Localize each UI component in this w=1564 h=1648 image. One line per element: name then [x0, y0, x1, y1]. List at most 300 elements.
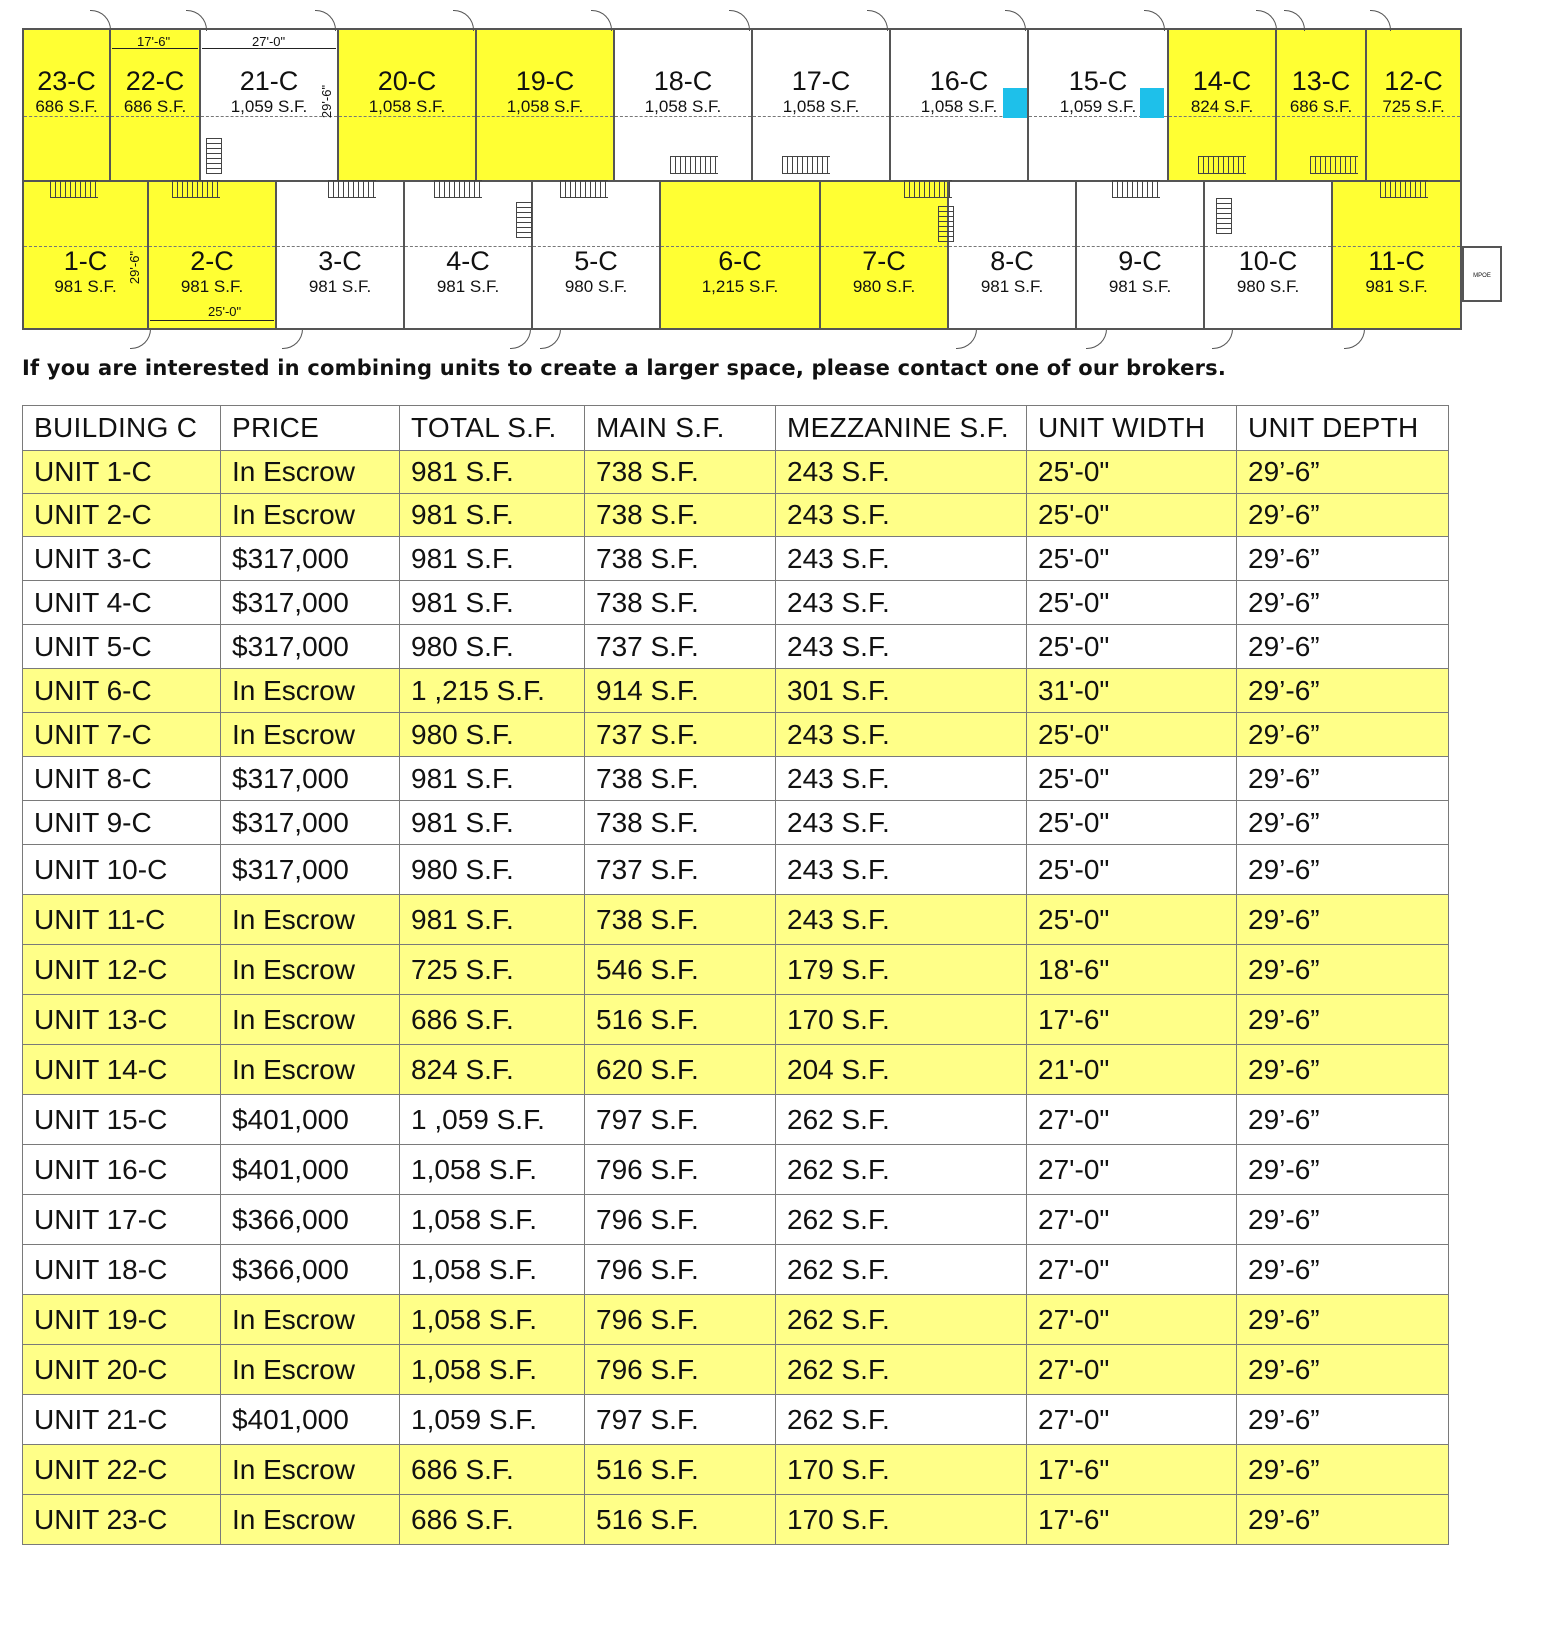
- table-cell: 796 S.F.: [585, 1295, 776, 1345]
- table-row: [23, 1395, 1449, 1445]
- table-cell: 31'-0": [1027, 669, 1237, 713]
- unit-label: 14-C: [1192, 66, 1252, 96]
- table-cell: 262 S.F.: [776, 1395, 1027, 1445]
- unit-sf: 1,059 S.F.: [1059, 97, 1137, 116]
- unit-15c[interactable]: [1027, 28, 1169, 182]
- table-cell: 686 S.F.: [400, 1495, 585, 1545]
- unit-label: 7-C: [862, 246, 906, 276]
- table-cell: 25'-0": [1027, 451, 1237, 494]
- unit-sf: 981 S.F.: [180, 277, 244, 296]
- stair-icon: [560, 180, 608, 198]
- table-cell: 1,058 S.F.: [400, 1345, 585, 1395]
- header-unit-depth: UNIT DEPTH: [1237, 406, 1449, 451]
- unit-sf: 1,058 S.F.: [920, 97, 998, 116]
- table-cell: UNIT 14-C: [23, 1045, 221, 1095]
- table-cell: 738 S.F.: [585, 895, 776, 945]
- stair-icon: [1380, 180, 1428, 198]
- table-cell: 243 S.F.: [776, 757, 1027, 801]
- door-icon: [186, 10, 207, 31]
- table-row: [23, 1495, 1449, 1545]
- stair-icon: [516, 202, 532, 238]
- table-cell: 738 S.F.: [585, 801, 776, 845]
- door-icon: [1005, 10, 1026, 31]
- unit-22c[interactable]: [109, 28, 201, 182]
- unit-sf: 981 S.F.: [54, 277, 117, 296]
- table-cell: UNIT 4-C: [23, 581, 221, 625]
- table-cell: 27'-0": [1027, 1245, 1237, 1295]
- unit-8c[interactable]: [947, 180, 1077, 330]
- dimension-label: 29'-6": [319, 84, 335, 119]
- table-cell: 29’-6”: [1237, 945, 1449, 995]
- table-cell: UNIT 18-C: [23, 1245, 221, 1295]
- table-cell: 29’-6”: [1237, 895, 1449, 945]
- table-header-row: [23, 406, 1449, 451]
- table-cell: $317,000: [221, 801, 400, 845]
- combine-units-note: If you are interested in combining units to create a larger space, please contact one of our brokers.: [22, 356, 1227, 380]
- door-icon: [1256, 10, 1277, 31]
- table-cell: $401,000: [221, 1395, 400, 1445]
- dimension-line: [202, 48, 336, 49]
- table-cell: 796 S.F.: [585, 1245, 776, 1295]
- table-cell: 29’-6”: [1237, 625, 1449, 669]
- table-cell: UNIT 5-C: [23, 625, 221, 669]
- unit-label: 8-C: [990, 246, 1034, 276]
- door-icon: [956, 328, 977, 349]
- table-cell: 29’-6”: [1237, 801, 1449, 845]
- stair-icon: [904, 180, 952, 198]
- stair-icon: [782, 156, 830, 174]
- stair-icon: [50, 180, 98, 198]
- unit-label: 6-C: [718, 246, 762, 276]
- unit-label: 17-C: [791, 66, 851, 96]
- table-cell: 29’-6”: [1237, 845, 1449, 895]
- table-cell: 262 S.F.: [776, 1295, 1027, 1345]
- table-cell: 981 S.F.: [400, 537, 585, 581]
- table-cell: $366,000: [221, 1245, 400, 1295]
- unit-4c[interactable]: [403, 180, 533, 330]
- table-cell: 27'-0": [1027, 1345, 1237, 1395]
- table-cell: $317,000: [221, 757, 400, 801]
- table-row: [23, 625, 1449, 669]
- table-cell: 516 S.F.: [585, 995, 776, 1045]
- stair-icon: [206, 138, 222, 174]
- unit-sf: 824 S.F.: [1190, 97, 1254, 116]
- unit-label: 2-C: [190, 246, 234, 276]
- unit-sf: 686 S.F.: [1289, 97, 1353, 116]
- table-cell: UNIT 7-C: [23, 713, 221, 757]
- unit-label: 20-C: [377, 66, 437, 96]
- table-cell: 25'-0": [1027, 494, 1237, 537]
- unit-sf: 980 S.F.: [564, 277, 628, 296]
- table-cell: UNIT 17-C: [23, 1195, 221, 1245]
- table-cell: UNIT 11-C: [23, 895, 221, 945]
- table-row: [23, 451, 1449, 494]
- table-cell: $401,000: [221, 1095, 400, 1145]
- table-cell: UNIT 1-C: [23, 451, 221, 494]
- table-cell: 243 S.F.: [776, 581, 1027, 625]
- unit-sf: 980 S.F.: [1236, 277, 1300, 296]
- table-cell: 981 S.F.: [400, 801, 585, 845]
- stair-icon: [938, 206, 954, 242]
- stair-icon: [1310, 156, 1358, 174]
- table-cell: 27'-0": [1027, 1295, 1237, 1345]
- unit-3c[interactable]: [275, 180, 405, 330]
- unit-12c[interactable]: [1365, 28, 1462, 182]
- table-cell: 981 S.F.: [400, 451, 585, 494]
- table-cell: 29’-6”: [1237, 1395, 1449, 1445]
- table-cell: 516 S.F.: [585, 1445, 776, 1495]
- table-row: [23, 801, 1449, 845]
- table-row: [23, 581, 1449, 625]
- unit-sf: 981 S.F.: [980, 277, 1044, 296]
- table-row: [23, 1245, 1449, 1295]
- table-cell: 738 S.F.: [585, 581, 776, 625]
- unit-sf: 725 S.F.: [1382, 97, 1445, 116]
- dimension-line: [112, 48, 198, 49]
- table-row: [23, 669, 1449, 713]
- door-icon: [315, 10, 336, 31]
- table-row: [23, 845, 1449, 895]
- door-icon: [867, 10, 888, 31]
- table-cell: In Escrow: [221, 1295, 400, 1345]
- table-cell: 981 S.F.: [400, 581, 585, 625]
- unit-7c[interactable]: [819, 180, 949, 330]
- door-icon: [591, 10, 612, 31]
- table-cell: 243 S.F.: [776, 845, 1027, 895]
- door-icon: [1144, 10, 1165, 31]
- table-cell: 796 S.F.: [585, 1345, 776, 1395]
- table-cell: UNIT 15-C: [23, 1095, 221, 1145]
- table-cell: 738 S.F.: [585, 451, 776, 494]
- table-cell: 1 ,059 S.F.: [400, 1095, 585, 1145]
- unit-5c[interactable]: [531, 180, 661, 330]
- table-cell: 686 S.F.: [400, 1445, 585, 1495]
- table-cell: 301 S.F.: [776, 669, 1027, 713]
- door-icon: [729, 10, 750, 31]
- door-icon: [453, 10, 474, 31]
- table-cell: 262 S.F.: [776, 1145, 1027, 1195]
- table-cell: 797 S.F.: [585, 1095, 776, 1145]
- table-cell: $317,000: [221, 625, 400, 669]
- table-cell: In Escrow: [221, 1045, 400, 1095]
- table-cell: 243 S.F.: [776, 537, 1027, 581]
- table-row: [23, 945, 1449, 995]
- unit-label: 9-C: [1118, 246, 1162, 276]
- table-cell: 262 S.F.: [776, 1245, 1027, 1295]
- table-cell: In Escrow: [221, 1495, 400, 1545]
- door-icon: [1344, 328, 1365, 349]
- table-cell: 29’-6”: [1237, 713, 1449, 757]
- table-cell: 25'-0": [1027, 895, 1237, 945]
- door-icon: [130, 328, 151, 349]
- unit-11c[interactable]: [1331, 180, 1462, 330]
- table-cell: In Escrow: [221, 494, 400, 537]
- table-cell: UNIT 13-C: [23, 995, 221, 1045]
- table-row: [23, 537, 1449, 581]
- table-cell: 29’-6”: [1237, 1445, 1449, 1495]
- unit-sf: 981 S.F.: [1365, 277, 1428, 296]
- table-cell: 796 S.F.: [585, 1195, 776, 1245]
- table-cell: 170 S.F.: [776, 1445, 1027, 1495]
- table-cell: 243 S.F.: [776, 494, 1027, 537]
- unit-label: 4-C: [446, 246, 490, 276]
- stair-icon: [328, 180, 376, 198]
- table-cell: 170 S.F.: [776, 995, 1027, 1045]
- header-price: PRICE: [221, 406, 400, 451]
- table-cell: 27'-0": [1027, 1195, 1237, 1245]
- table-cell: 737 S.F.: [585, 713, 776, 757]
- table-row: [23, 1095, 1449, 1145]
- table-cell: 243 S.F.: [776, 625, 1027, 669]
- table-cell: 1,058 S.F.: [400, 1195, 585, 1245]
- unit-sf: 686 S.F.: [35, 97, 98, 116]
- table-cell: 243 S.F.: [776, 713, 1027, 757]
- table-cell: In Escrow: [221, 669, 400, 713]
- unit-23c[interactable]: [22, 28, 111, 182]
- table-cell: 243 S.F.: [776, 895, 1027, 945]
- table-cell: In Escrow: [221, 713, 400, 757]
- unit-label: 15-C: [1068, 66, 1128, 96]
- table-cell: 29’-6”: [1237, 757, 1449, 801]
- table-row: [23, 1445, 1449, 1495]
- table-cell: 27'-0": [1027, 1145, 1237, 1195]
- table-cell: 738 S.F.: [585, 494, 776, 537]
- dimension-label: 25'-0": [208, 304, 242, 319]
- table-cell: 29’-6”: [1237, 995, 1449, 1045]
- stair-icon: [1216, 198, 1232, 234]
- table-cell: 243 S.F.: [776, 801, 1027, 845]
- table-cell: 981 S.F.: [400, 757, 585, 801]
- table-row: [23, 995, 1449, 1045]
- table-cell: 686 S.F.: [400, 995, 585, 1045]
- table-cell: UNIT 23-C: [23, 1495, 221, 1545]
- table-cell: $366,000: [221, 1195, 400, 1245]
- table-cell: 796 S.F.: [585, 1145, 776, 1195]
- unit-label: 23-C: [37, 66, 96, 96]
- table-cell: 29’-6”: [1237, 581, 1449, 625]
- table-cell: 29’-6”: [1237, 1295, 1449, 1345]
- unit-sf: 1,215 S.F.: [701, 277, 779, 296]
- unit-label: 21-C: [239, 66, 299, 96]
- table-cell: In Escrow: [221, 995, 400, 1045]
- table-cell: 243 S.F.: [776, 451, 1027, 494]
- table-cell: 25'-0": [1027, 845, 1237, 895]
- table-cell: UNIT 22-C: [23, 1445, 221, 1495]
- table-cell: 980 S.F.: [400, 625, 585, 669]
- table-cell: 27'-0": [1027, 1095, 1237, 1145]
- table-cell: 21'-0": [1027, 1045, 1237, 1095]
- unit-label: 12-C: [1384, 66, 1443, 96]
- door-icon: [1370, 10, 1391, 31]
- table-row: [23, 1145, 1449, 1195]
- table-cell: 179 S.F.: [776, 945, 1027, 995]
- table-cell: 1,058 S.F.: [400, 1145, 585, 1195]
- table-cell: UNIT 20-C: [23, 1345, 221, 1395]
- table-cell: 25'-0": [1027, 537, 1237, 581]
- door-icon: [1212, 328, 1233, 349]
- unit-label: 18-C: [653, 66, 713, 96]
- table-cell: 980 S.F.: [400, 845, 585, 895]
- unit-sf: 1,058 S.F.: [506, 97, 584, 116]
- table-cell: 824 S.F.: [400, 1045, 585, 1095]
- table-cell: 25'-0": [1027, 801, 1237, 845]
- table-cell: In Escrow: [221, 1345, 400, 1395]
- unit-label: 11-C: [1368, 246, 1425, 276]
- table-cell: 262 S.F.: [776, 1095, 1027, 1145]
- header-building: BUILDING C: [23, 406, 221, 451]
- table-cell: UNIT 12-C: [23, 945, 221, 995]
- cyan-marker-icon: [1140, 88, 1164, 118]
- table-cell: 29’-6”: [1237, 1145, 1449, 1195]
- table-cell: In Escrow: [221, 1445, 400, 1495]
- unit-sf: 1,058 S.F.: [644, 97, 722, 116]
- table-cell: 25'-0": [1027, 581, 1237, 625]
- table-cell: 516 S.F.: [585, 1495, 776, 1545]
- table-cell: UNIT 3-C: [23, 537, 221, 581]
- table-cell: 29’-6”: [1237, 1045, 1449, 1095]
- unit-6c[interactable]: [659, 180, 821, 330]
- table-cell: $317,000: [221, 581, 400, 625]
- table-cell: 25'-0": [1027, 625, 1237, 669]
- unit-label: 19-C: [515, 66, 575, 96]
- table-cell: 29’-6”: [1237, 1095, 1449, 1145]
- units-table: [22, 405, 1449, 1545]
- table-cell: In Escrow: [221, 945, 400, 995]
- table-cell: 738 S.F.: [585, 757, 776, 801]
- unit-sf: 686 S.F.: [123, 97, 187, 116]
- table-cell: 29’-6”: [1237, 1245, 1449, 1295]
- stair-icon: [1112, 180, 1160, 198]
- table-cell: 914 S.F.: [585, 669, 776, 713]
- stair-icon: [172, 180, 220, 198]
- unit-label: 22-C: [125, 66, 185, 96]
- stair-icon: [434, 180, 482, 198]
- table-row: [23, 757, 1449, 801]
- door-icon: [540, 328, 561, 349]
- table-cell: 29’-6”: [1237, 1495, 1449, 1545]
- table-row: [23, 895, 1449, 945]
- table-cell: UNIT 10-C: [23, 845, 221, 895]
- table-cell: 737 S.F.: [585, 845, 776, 895]
- unit-9c[interactable]: [1075, 180, 1205, 330]
- unit-label: 16-C: [929, 66, 989, 96]
- table-cell: 17'-6": [1027, 995, 1237, 1045]
- table-cell: UNIT 16-C: [23, 1145, 221, 1195]
- table-cell: In Escrow: [221, 451, 400, 494]
- table-cell: 29’-6”: [1237, 494, 1449, 537]
- unit-label: 5-C: [574, 246, 618, 276]
- table-row: [23, 1345, 1449, 1395]
- unit-19c[interactable]: [475, 28, 615, 182]
- table-cell: 17'-6": [1027, 1445, 1237, 1495]
- table-cell: UNIT 6-C: [23, 669, 221, 713]
- unit-sf: 981 S.F.: [308, 277, 372, 296]
- unit-sf: 980 S.F.: [852, 277, 916, 296]
- unit-20c[interactable]: [337, 28, 477, 182]
- table-cell: 546 S.F.: [585, 945, 776, 995]
- table-cell: 29’-6”: [1237, 1195, 1449, 1245]
- table-cell: 738 S.F.: [585, 537, 776, 581]
- table-body: [23, 451, 1449, 1545]
- table-cell: 170 S.F.: [776, 1495, 1027, 1545]
- table-row: [23, 1195, 1449, 1245]
- table-cell: 29’-6”: [1237, 537, 1449, 581]
- table-cell: 262 S.F.: [776, 1345, 1027, 1395]
- table-cell: UNIT 9-C: [23, 801, 221, 845]
- unit-sf: 1,058 S.F.: [368, 97, 446, 116]
- table-cell: 981 S.F.: [400, 895, 585, 945]
- table-cell: 797 S.F.: [585, 1395, 776, 1445]
- table-cell: UNIT 21-C: [23, 1395, 221, 1445]
- table-cell: 29’-6”: [1237, 669, 1449, 713]
- table-cell: UNIT 19-C: [23, 1295, 221, 1345]
- table-cell: 1,059 S.F.: [400, 1395, 585, 1445]
- floor-plan: [20, 10, 1504, 346]
- table-cell: 204 S.F.: [776, 1045, 1027, 1095]
- table-cell: 25'-0": [1027, 713, 1237, 757]
- mpoe-box: MPOE: [1462, 246, 1502, 302]
- table-cell: 29’-6”: [1237, 1345, 1449, 1395]
- dimension-line: [150, 320, 274, 321]
- unit-sf: 981 S.F.: [436, 277, 500, 296]
- table-row: [23, 1045, 1449, 1095]
- stair-icon: [670, 156, 718, 174]
- table-cell: 737 S.F.: [585, 625, 776, 669]
- table-cell: 981 S.F.: [400, 494, 585, 537]
- table-cell: 262 S.F.: [776, 1195, 1027, 1245]
- table-cell: In Escrow: [221, 895, 400, 945]
- table-cell: $317,000: [221, 845, 400, 895]
- header-main-sf: MAIN S.F.: [585, 406, 776, 451]
- table-cell: UNIT 8-C: [23, 757, 221, 801]
- unit-16c[interactable]: [889, 28, 1029, 182]
- header-total-sf: TOTAL S.F.: [400, 406, 585, 451]
- table-cell: 1,058 S.F.: [400, 1245, 585, 1295]
- table-cell: 27'-0": [1027, 1395, 1237, 1445]
- unit-sf: 981 S.F.: [1108, 277, 1172, 296]
- dimension-label: 17'-6": [137, 34, 171, 49]
- table-cell: 725 S.F.: [400, 945, 585, 995]
- table-row: [23, 1295, 1449, 1345]
- door-icon: [282, 328, 303, 349]
- table-cell: $317,000: [221, 537, 400, 581]
- table-row: [23, 494, 1449, 537]
- table-cell: UNIT 2-C: [23, 494, 221, 537]
- door-icon: [1284, 10, 1305, 31]
- door-icon: [90, 10, 111, 31]
- table-cell: 1 ,215 S.F.: [400, 669, 585, 713]
- stair-icon: [1198, 156, 1246, 174]
- dimension-label: 27'-0": [252, 34, 286, 49]
- table-cell: 29’-6”: [1237, 451, 1449, 494]
- unit-label: 1-C: [63, 246, 108, 276]
- table-row: [23, 713, 1449, 757]
- table-cell: $401,000: [221, 1145, 400, 1195]
- unit-sf: 1,059 S.F.: [230, 97, 308, 116]
- table-cell: 25'-0": [1027, 757, 1237, 801]
- table-cell: 17'-6": [1027, 1495, 1237, 1545]
- table-cell: 980 S.F.: [400, 713, 585, 757]
- unit-label: 3-C: [318, 246, 362, 276]
- unit-label: 10-C: [1238, 246, 1298, 276]
- unit-label: 13-C: [1291, 66, 1351, 96]
- header-unit-width: UNIT WIDTH: [1027, 406, 1237, 451]
- unit-sf: 1,058 S.F.: [782, 97, 860, 116]
- table-cell: 18'-6": [1027, 945, 1237, 995]
- header-mezzanine-sf: MEZZANINE S.F.: [776, 406, 1027, 451]
- door-icon: [1086, 328, 1107, 349]
- door-icon: [510, 328, 531, 349]
